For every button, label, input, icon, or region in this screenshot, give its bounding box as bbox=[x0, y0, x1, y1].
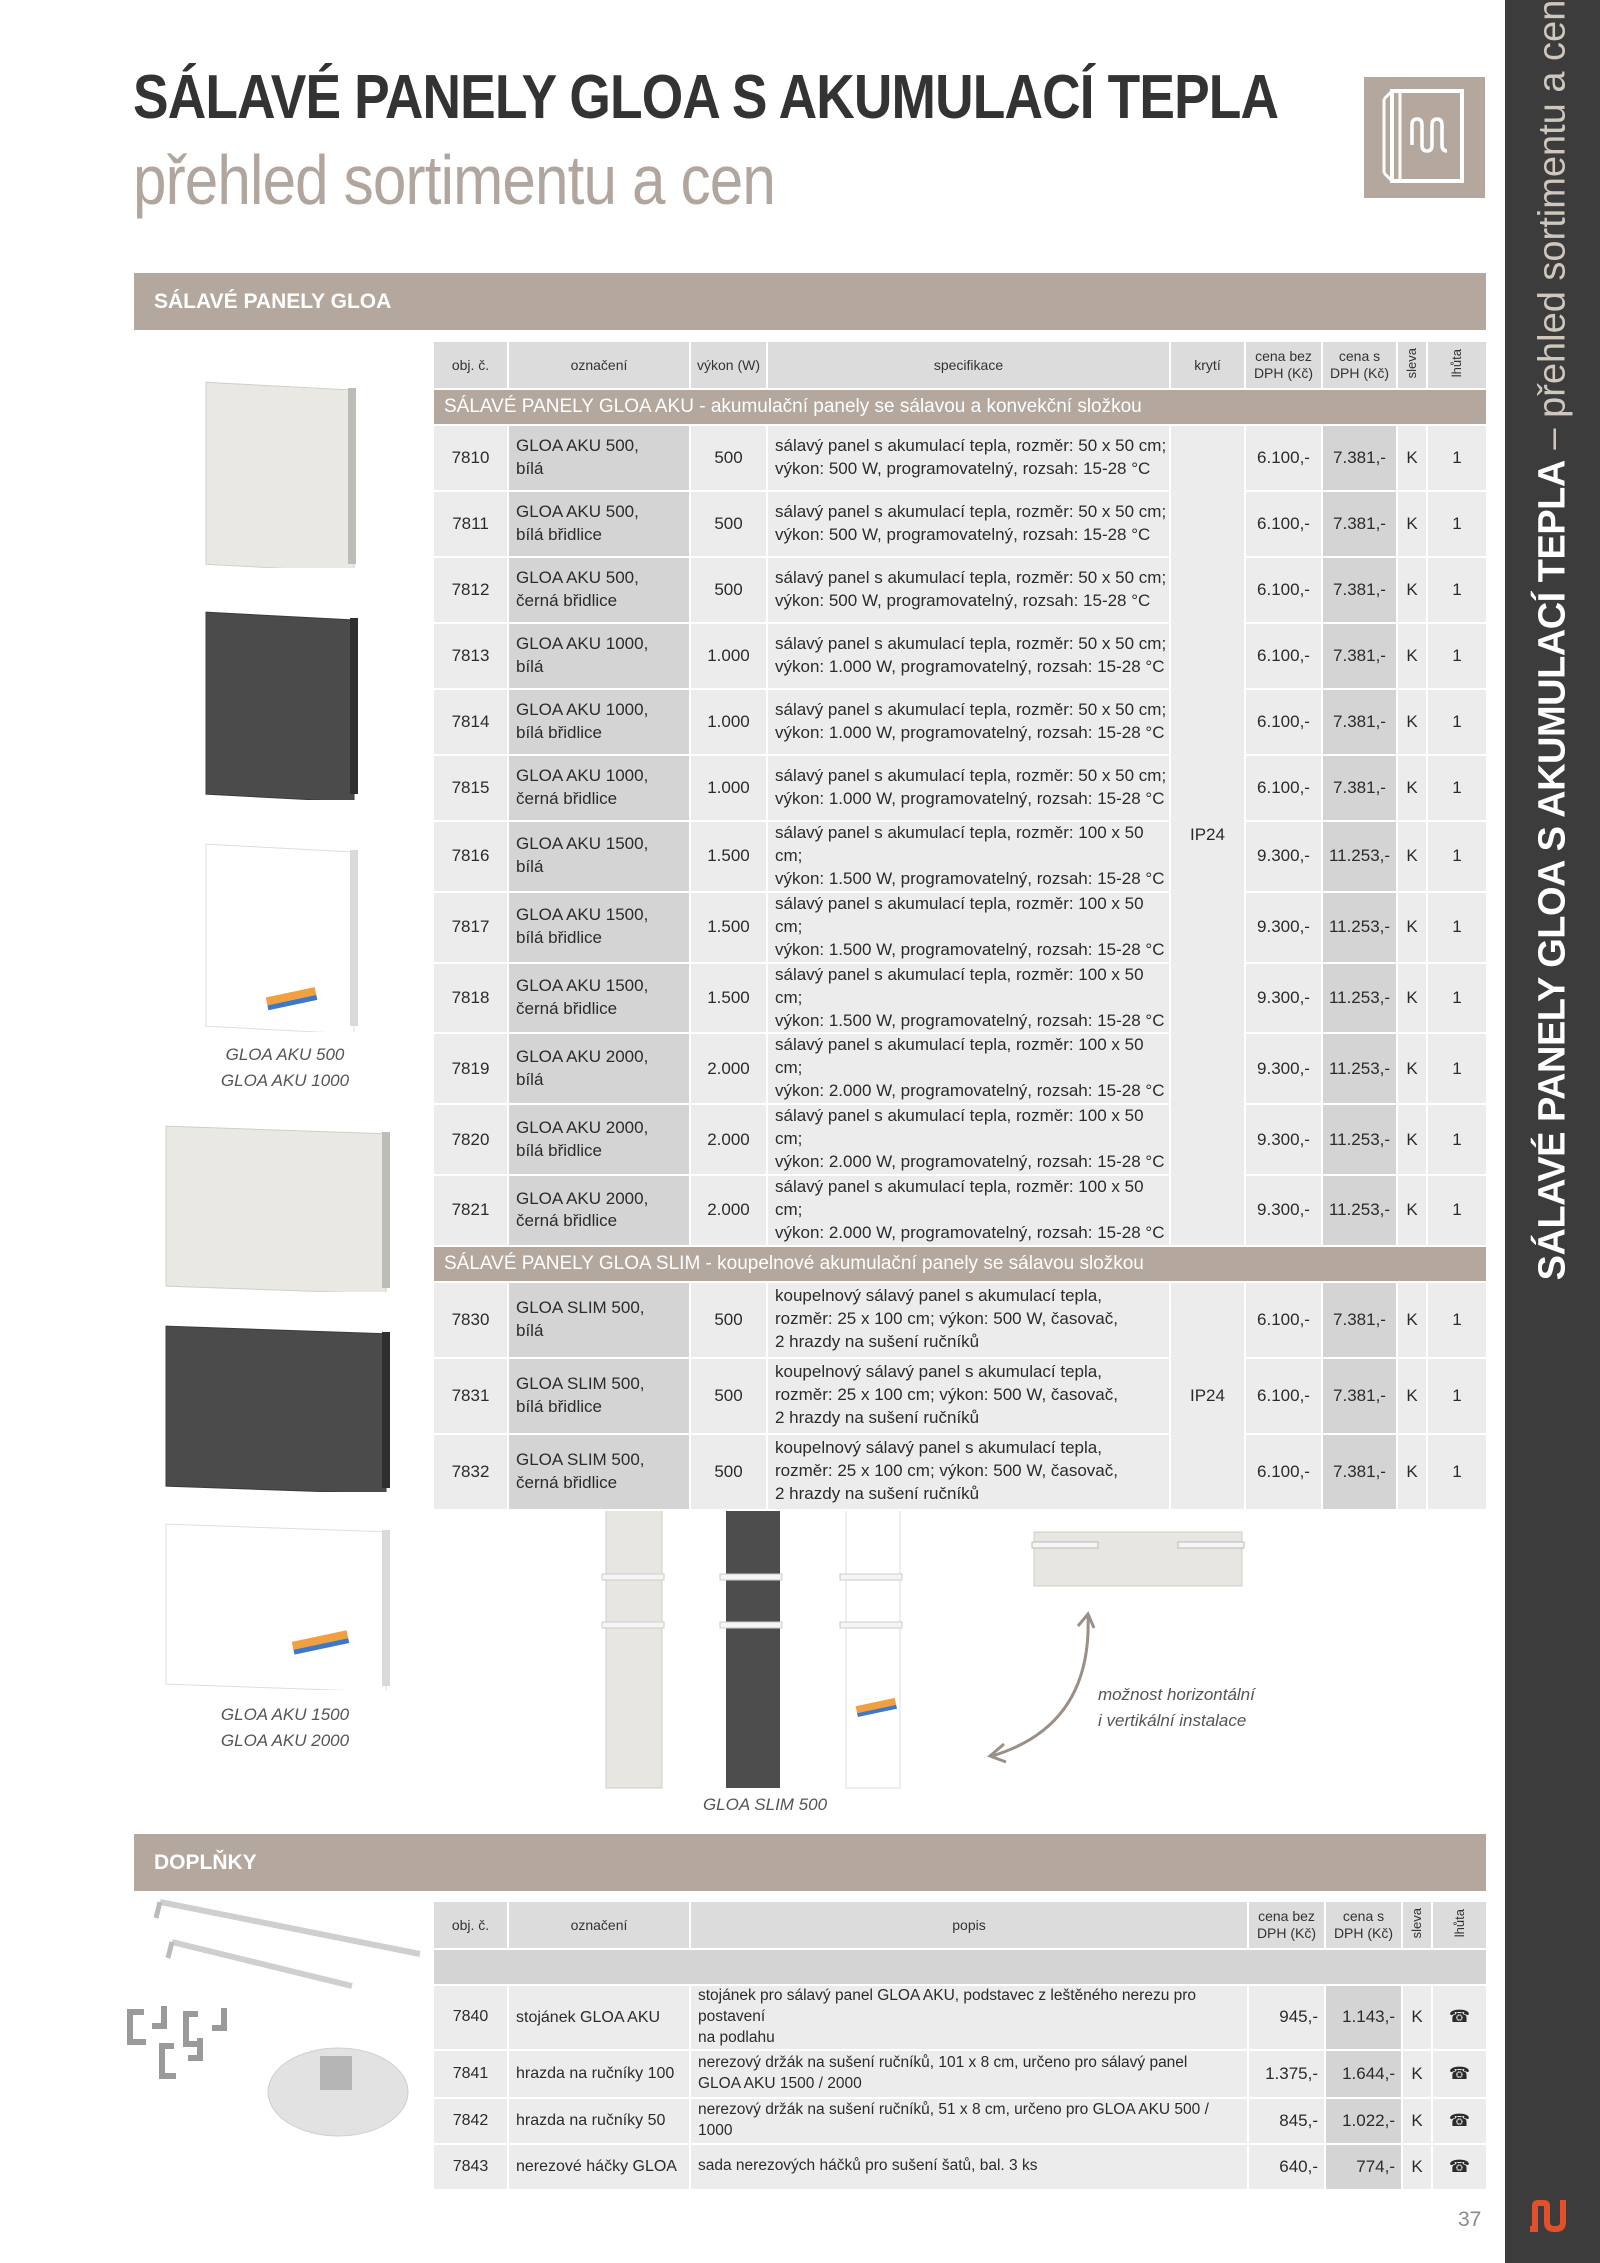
specification bbox=[767, 623, 1170, 689]
obj-number: 7821 bbox=[433, 1175, 508, 1246]
product-name bbox=[508, 821, 690, 892]
power-value: 500 bbox=[690, 1282, 767, 1358]
price-incl-vat: 7.381,- bbox=[1322, 557, 1397, 623]
table-row bbox=[433, 963, 1487, 1034]
obj-number: 7818 bbox=[433, 963, 508, 1034]
phone-icon: ☎ bbox=[1432, 1985, 1487, 2050]
col-discount: sleva bbox=[1397, 341, 1427, 389]
price-excl-vat: 9.300,- bbox=[1245, 892, 1322, 963]
discount-code: K bbox=[1397, 491, 1427, 557]
power-value: 500 bbox=[690, 557, 767, 623]
specification-line: výkon: 500 W, programovatelný, rozsah: 15-28 °C bbox=[775, 591, 1151, 610]
panels-price-table bbox=[432, 340, 1488, 1511]
lead-time: 1 bbox=[1427, 892, 1487, 963]
specification bbox=[767, 1434, 1170, 1510]
discount-code: K bbox=[1397, 755, 1427, 821]
product-name bbox=[508, 1175, 690, 1246]
product-name bbox=[508, 963, 690, 1034]
table-header-row bbox=[433, 1901, 1487, 1949]
specification-line: výkon: 2.000 W, programovatelný, rozsah: 15-28 °C bbox=[775, 1081, 1165, 1101]
lead-time: 1 bbox=[1427, 755, 1487, 821]
power-value: 2.000 bbox=[690, 1104, 767, 1175]
page-number: 37 bbox=[1458, 2208, 1482, 2231]
specification-line: koupelnový sálavý panel s akumulací tepla, bbox=[775, 1438, 1102, 1458]
power-value: 1.500 bbox=[690, 892, 767, 963]
discount-code: K bbox=[1397, 821, 1427, 892]
specification-line: sálavý panel s akumulací tepla, rozměr: 100 x 50 cm; bbox=[775, 964, 1144, 1007]
caption-aku-small: GLOA AKU 500 GLOA AKU 1000 bbox=[220, 1045, 350, 1090]
table-spacer-row bbox=[433, 1949, 1487, 1985]
price-excl-vat: 9.300,- bbox=[1245, 821, 1322, 892]
price-incl-vat: 7.381,- bbox=[1322, 425, 1397, 491]
price-excl-vat: 6.100,- bbox=[1245, 1282, 1322, 1358]
lead-time: 1 bbox=[1427, 1175, 1487, 1246]
specification-line: výkon: 1.000 W, programovatelný, rozsah: 15-28 °C bbox=[775, 723, 1165, 742]
product-name bbox=[508, 1033, 690, 1104]
price-excl-vat: 6.100,- bbox=[1245, 689, 1322, 755]
table-row bbox=[433, 1104, 1487, 1175]
phone-icon: ☎ bbox=[1432, 2098, 1487, 2144]
product-name-line: GLOA AKU 2000, bbox=[516, 1117, 649, 1137]
table-row bbox=[433, 892, 1487, 963]
obj-number: 7832 bbox=[433, 1434, 508, 1510]
discount-code: K bbox=[1397, 1358, 1427, 1434]
specification-line: výkon: 1.500 W, programovatelný, rozsah: 15-28 °C bbox=[775, 1010, 1165, 1030]
obj-number: 7812 bbox=[433, 557, 508, 623]
price-incl-vat: 11.253,- bbox=[1322, 1175, 1397, 1246]
col-price-incl: cena s DPH (Kč) bbox=[1322, 341, 1397, 389]
product-name-line: GLOA AKU 2000, bbox=[516, 1046, 649, 1066]
product-name-line: GLOA SLIM 500, bbox=[516, 1449, 645, 1469]
product-name bbox=[508, 755, 690, 821]
lead-time: 1 bbox=[1427, 1434, 1487, 1510]
product-name-line: GLOA SLIM 500, bbox=[516, 1373, 645, 1393]
lead-time: 1 bbox=[1427, 425, 1487, 491]
phone-icon: ☎ bbox=[1432, 2144, 1487, 2190]
product-name bbox=[508, 425, 690, 491]
product-variant: bílá břidlice bbox=[516, 928, 602, 948]
specification-line: výkon: 1.500 W, programovatelný, rozsah: 15-28 °C bbox=[775, 868, 1165, 888]
specification-line: 2 hrazdy na sušení ručníků bbox=[775, 1484, 980, 1504]
product-variant: bílá břidlice bbox=[516, 1396, 602, 1416]
col-obj: obj. č. bbox=[433, 1901, 508, 1949]
price-excl-vat: 9.300,- bbox=[1245, 1033, 1322, 1104]
product-name-line: GLOA AKU 1000, bbox=[516, 634, 649, 654]
price-incl-vat: 11.253,- bbox=[1322, 963, 1397, 1034]
lead-time: 1 bbox=[1427, 821, 1487, 892]
power-value: 1.000 bbox=[690, 623, 767, 689]
discount-code: K bbox=[1397, 1175, 1427, 1246]
table-section-title: SÁLAVÉ PANELY GLOA SLIM - koupelnové akumulační panely se sálavou složkou bbox=[433, 1246, 1487, 1282]
table-row: 7840 stojánek GLOA AKU stojánek pro sálavý panel GLOA AKU, podstavec z leštěného nerezu pro postavení na podlahu 945,- 1.143,- K ☎ bbox=[433, 1985, 1487, 2050]
product-variant: bílá bbox=[516, 857, 544, 877]
specification-line: sálavý panel s akumulací tepla, rozměr: 100 x 50 cm; bbox=[775, 893, 1144, 936]
price-incl-vat: 7.381,- bbox=[1322, 755, 1397, 821]
lead-time: 1 bbox=[1427, 963, 1487, 1034]
specification-line: sálavý panel s akumulací tepla, rozměr: 100 x 50 cm; bbox=[775, 823, 1144, 865]
table-row bbox=[433, 491, 1487, 557]
table-row bbox=[433, 689, 1487, 755]
brand-logo-icon bbox=[1528, 2196, 1576, 2236]
specification-line: výkon: 500 W, programovatelný, rozsah: 15-28 °C bbox=[775, 525, 1151, 544]
discount-code: K bbox=[1397, 1282, 1427, 1358]
specification-line: koupelnový sálavý panel s akumulací tepla, bbox=[775, 1286, 1102, 1306]
specification-line: sálavý panel s akumulací tepla, rozměr: 50 x 50 cm; bbox=[775, 700, 1167, 720]
specification bbox=[767, 892, 1170, 963]
product-name-line: GLOA AKU 500, bbox=[516, 568, 639, 588]
price-incl-vat: 11.253,- bbox=[1322, 821, 1397, 892]
product-variant: černá břidlice bbox=[516, 1472, 618, 1492]
price-excl-vat: 6.100,- bbox=[1245, 491, 1322, 557]
lead-time: 1 bbox=[1427, 557, 1487, 623]
product-name-line: GLOA AKU 500, bbox=[516, 502, 639, 522]
specification-line: sálavý panel s akumulací tepla, rozměr: 50 x 50 cm; bbox=[775, 436, 1167, 456]
product-name-line: GLOA AKU 1000, bbox=[516, 766, 649, 786]
specification-line: sálavý panel s akumulací tepla, rozměr: 50 x 50 cm; bbox=[775, 502, 1167, 522]
specification-line: výkon: 500 W, programovatelný, rozsah: 15-28 °C bbox=[775, 459, 1151, 478]
specification bbox=[767, 963, 1170, 1034]
power-value: 500 bbox=[690, 1358, 767, 1434]
power-value: 500 bbox=[690, 1434, 767, 1510]
discount-code: K bbox=[1397, 1434, 1427, 1510]
power-value: 2.000 bbox=[690, 1175, 767, 1246]
table-row: 7841 hrazda na ručníky 100 nerezový držák na sušení ručníků, 101 x 8 cm, určeno pro sálavý panel GLOA AKU 1500 / 2000 1.375,- 1.644,- K ☎ bbox=[433, 2050, 1487, 2098]
price-excl-vat: 6.100,- bbox=[1245, 425, 1322, 491]
specification-line: sálavý panel s akumulací tepla, rozměr: 50 x 50 cm; bbox=[775, 766, 1167, 786]
col-price-excl: cena bez DPH (Kč) bbox=[1245, 341, 1322, 389]
specification-line: rozměr: 25 x 100 cm; výkon: 500 W, časovač, bbox=[775, 1461, 1118, 1481]
product-name bbox=[508, 1358, 690, 1434]
product-name-line: GLOA AKU 1500, bbox=[516, 834, 649, 854]
product-variant: bílá bbox=[516, 1069, 544, 1089]
specification bbox=[767, 557, 1170, 623]
table-row bbox=[433, 425, 1487, 491]
specification-line: rozměr: 25 x 100 cm; výkon: 500 W, časovač, bbox=[775, 1309, 1118, 1329]
product-name-line: GLOA AKU 1500, bbox=[516, 976, 649, 996]
obj-number: 7831 bbox=[433, 1358, 508, 1434]
table-section-row bbox=[433, 389, 1487, 425]
panel-image-white-small bbox=[200, 378, 360, 568]
price-incl-vat: 7.381,- bbox=[1322, 1358, 1397, 1434]
power-value: 1.500 bbox=[690, 963, 767, 1034]
specification-line: 2 hrazdy na sušení ručníků bbox=[775, 1332, 980, 1352]
protection-rating: IP24 bbox=[1170, 1282, 1245, 1510]
col-price-incl: cena s DPH (Kč) bbox=[1325, 1901, 1402, 1949]
obj-number: 7820 bbox=[433, 1104, 508, 1175]
power-value: 2.000 bbox=[690, 1033, 767, 1104]
product-variant: černá břidlice bbox=[516, 999, 618, 1019]
product-variant: černá břidlice bbox=[516, 1211, 618, 1231]
specification-line: výkon: 1.000 W, programovatelný, rozsah: 15-28 °C bbox=[775, 657, 1165, 676]
specification bbox=[767, 1358, 1170, 1434]
section-heading-accessories: DOPLŇKY bbox=[134, 1834, 1486, 1891]
power-value: 500 bbox=[690, 491, 767, 557]
price-incl-vat: 11.253,- bbox=[1322, 892, 1397, 963]
lead-time: 1 bbox=[1427, 1358, 1487, 1434]
price-excl-vat: 6.100,- bbox=[1245, 557, 1322, 623]
specification-line: výkon: 1.000 W, programovatelný, rozsah: 15-28 °C bbox=[775, 789, 1165, 808]
specification bbox=[767, 689, 1170, 755]
accessories-image bbox=[120, 1896, 430, 2146]
obj-number: 7815 bbox=[433, 755, 508, 821]
discount-code: K bbox=[1397, 1033, 1427, 1104]
product-name-line: GLOA AKU 2000, bbox=[516, 1188, 649, 1208]
product-name bbox=[508, 1434, 690, 1510]
lead-time: 1 bbox=[1427, 1104, 1487, 1175]
table-row bbox=[433, 1282, 1487, 1358]
section-heading-panels: SÁLAVÉ PANELY GLOA bbox=[134, 273, 1486, 330]
specification-line: sálavý panel s akumulací tepla, rozměr: 100 x 50 cm; bbox=[775, 1106, 1144, 1149]
panel-image-black-large bbox=[162, 1322, 394, 1492]
price-incl-vat: 11.253,- bbox=[1322, 1033, 1397, 1104]
col-obj: obj. č. bbox=[433, 341, 508, 389]
product-variant: bílá bbox=[516, 1320, 544, 1340]
product-name bbox=[508, 892, 690, 963]
specification-line: sálavý panel s akumulací tepla, rozměr: 50 x 50 cm; bbox=[775, 568, 1167, 588]
specification bbox=[767, 491, 1170, 557]
col-cover: krytí bbox=[1170, 341, 1245, 389]
obj-number: 7819 bbox=[433, 1033, 508, 1104]
product-variant: bílá bbox=[516, 657, 544, 676]
product-name-line: GLOA AKU 1500, bbox=[516, 905, 649, 925]
specification-line: výkon: 2.000 W, programovatelný, rozsah: 15-28 °C bbox=[775, 1152, 1165, 1172]
product-name bbox=[508, 1282, 690, 1358]
lead-time: 1 bbox=[1427, 1282, 1487, 1358]
table-row bbox=[433, 755, 1487, 821]
product-variant: bílá bbox=[516, 459, 544, 478]
discount-code: K bbox=[1397, 892, 1427, 963]
price-excl-vat: 9.300,- bbox=[1245, 963, 1322, 1034]
power-value: 500 bbox=[690, 425, 767, 491]
price-incl-vat: 7.381,- bbox=[1322, 689, 1397, 755]
panel-image-white-large bbox=[162, 1122, 394, 1292]
product-name-line: GLOA AKU 1000, bbox=[516, 700, 649, 720]
caption-installation: možnost horizontální i vertikální instalace bbox=[1098, 1685, 1255, 1730]
price-excl-vat: 9.300,- bbox=[1245, 1175, 1322, 1246]
specification-line: rozměr: 25 x 100 cm; výkon: 500 W, časovač, bbox=[775, 1385, 1118, 1405]
phone-icon: ☎ bbox=[1432, 2050, 1487, 2098]
price-excl-vat: 6.100,- bbox=[1245, 755, 1322, 821]
col-price-excl: cena bez DPH (Kč) bbox=[1248, 1901, 1325, 1949]
product-name bbox=[508, 557, 690, 623]
table-row bbox=[433, 557, 1487, 623]
specification-line: sálavý panel s akumulací tepla, rozměr: 100 x 50 cm; bbox=[775, 1177, 1144, 1219]
panel-image-white-large-thermostat bbox=[162, 1520, 394, 1690]
specification-line: sálavý panel s akumulací tepla, rozměr: 100 x 50 cm; bbox=[775, 1035, 1144, 1078]
slim-panels-image bbox=[600, 1506, 910, 1796]
price-incl-vat: 11.253,- bbox=[1322, 1104, 1397, 1175]
product-name-line: GLOA SLIM 500, bbox=[516, 1297, 645, 1317]
product-name bbox=[508, 689, 690, 755]
obj-number: 7817 bbox=[433, 892, 508, 963]
product-name bbox=[508, 623, 690, 689]
accessories-price-table bbox=[432, 1900, 1488, 2191]
price-incl-vat: 7.381,- bbox=[1322, 1434, 1397, 1510]
obj-number: 7830 bbox=[433, 1282, 508, 1358]
specification bbox=[767, 821, 1170, 892]
col-discount: sleva bbox=[1402, 1901, 1432, 1949]
obj-number: 7813 bbox=[433, 623, 508, 689]
table-header-row bbox=[433, 341, 1487, 389]
table-row bbox=[433, 623, 1487, 689]
product-name bbox=[508, 491, 690, 557]
power-value: 1.500 bbox=[690, 821, 767, 892]
page-title: SÁLAVÉ PANELY GLOA S AKUMULACÍ TEPLA bbox=[133, 63, 1279, 132]
specification bbox=[767, 1033, 1170, 1104]
table-row bbox=[433, 1033, 1487, 1104]
power-value: 1.000 bbox=[690, 689, 767, 755]
product-variant: bílá břidlice bbox=[516, 723, 602, 742]
table-row bbox=[433, 1434, 1487, 1510]
discount-code: K bbox=[1397, 425, 1427, 491]
discount-code: K bbox=[1397, 689, 1427, 755]
table-row: 7842 hrazda na ručníky 50 nerezový držák na sušení ručníků, 51 x 8 cm, určeno pro GLOA AKU 500 / 1000 845,- 1.022,- K ☎ bbox=[433, 2098, 1487, 2144]
product-variant: černá břidlice bbox=[516, 789, 618, 808]
lead-time: 1 bbox=[1427, 623, 1487, 689]
specification bbox=[767, 1104, 1170, 1175]
caption-slim: GLOA SLIM 500 bbox=[702, 1795, 828, 1814]
panel-image-black-small bbox=[202, 610, 362, 800]
discount-code: K bbox=[1397, 1104, 1427, 1175]
price-incl-vat: 7.381,- bbox=[1322, 1282, 1397, 1358]
product-name-line: GLOA AKU 500, bbox=[516, 436, 639, 456]
col-name: označení bbox=[508, 341, 690, 389]
table-row bbox=[433, 1358, 1487, 1434]
lead-time: 1 bbox=[1427, 689, 1487, 755]
col-desc: popis bbox=[690, 1901, 1248, 1949]
obj-number: 7811 bbox=[433, 491, 508, 557]
lead-time: 1 bbox=[1427, 491, 1487, 557]
specification bbox=[767, 755, 1170, 821]
price-incl-vat: 7.381,- bbox=[1322, 623, 1397, 689]
lead-time: 1 bbox=[1427, 1033, 1487, 1104]
specification-line: 2 hrazdy na sušení ručníků bbox=[775, 1408, 980, 1428]
col-lead: lhůta bbox=[1427, 341, 1487, 389]
price-excl-vat: 6.100,- bbox=[1245, 1358, 1322, 1434]
sidebar-title: SÁLAVÉ PANELY GLOA S AKUMULACÍ TEPLA – přehled sortimentu a cen bbox=[1531, 0, 1574, 1281]
specification-line: koupelnový sálavý panel s akumulací tepla, bbox=[775, 1362, 1102, 1382]
product-variant: bílá břidlice bbox=[516, 525, 602, 544]
specification bbox=[767, 425, 1170, 491]
specification-line: sálavý panel s akumulací tepla, rozměr: 50 x 50 cm; bbox=[775, 634, 1167, 654]
table-section-row bbox=[433, 1246, 1487, 1282]
product-name bbox=[508, 1104, 690, 1175]
discount-code: K bbox=[1397, 963, 1427, 1034]
product-variant: černá břidlice bbox=[516, 591, 618, 610]
price-incl-vat: 7.381,- bbox=[1322, 491, 1397, 557]
col-spec: specifikace bbox=[767, 341, 1170, 389]
col-power: výkon (W) bbox=[690, 341, 767, 389]
col-name: označení bbox=[508, 1901, 690, 1949]
table-row bbox=[433, 1175, 1487, 1246]
panel-image-white-thermostat bbox=[202, 842, 362, 1032]
table-section-title: SÁLAVÉ PANELY GLOA AKU - akumulační panely se sálavou a konvekční složkou bbox=[433, 389, 1487, 425]
product-variant: bílá břidlice bbox=[516, 1140, 602, 1160]
specification bbox=[767, 1175, 1170, 1246]
slim-horizontal-image bbox=[1028, 1524, 1248, 1592]
obj-number: 7816 bbox=[433, 821, 508, 892]
power-value: 1.000 bbox=[690, 755, 767, 821]
obj-number: 7810 bbox=[433, 425, 508, 491]
discount-code: K bbox=[1397, 623, 1427, 689]
obj-number: 7814 bbox=[433, 689, 508, 755]
specification-line: výkon: 1.500 W, programovatelný, rozsah: 15-28 °C bbox=[775, 939, 1165, 959]
table-row: 7843 nerezové háčky GLOA sada nerezových háčků pro sušení šatů, bal. 3 ks 640,- 774,- K ☎ bbox=[433, 2144, 1487, 2190]
price-excl-vat: 6.100,- bbox=[1245, 623, 1322, 689]
protection-rating: IP24 bbox=[1170, 425, 1245, 1246]
caption-aku-large: GLOA AKU 1500 GLOA AKU 2000 bbox=[220, 1705, 350, 1750]
specification bbox=[767, 1282, 1170, 1358]
page-subtitle: přehled sortimentu a cen bbox=[133, 141, 775, 219]
table-row bbox=[433, 821, 1487, 892]
discount-code: K bbox=[1397, 557, 1427, 623]
price-excl-vat: 6.100,- bbox=[1245, 1434, 1322, 1510]
radiator-wave-icon bbox=[1364, 77, 1485, 198]
col-lead: lhůta bbox=[1432, 1901, 1487, 1949]
specification-line: výkon: 2.000 W, programovatelný, rozsah: 15-28 °C bbox=[775, 1222, 1165, 1242]
price-excl-vat: 9.300,- bbox=[1245, 1104, 1322, 1175]
rotate-arrow-icon bbox=[980, 1606, 1100, 1766]
